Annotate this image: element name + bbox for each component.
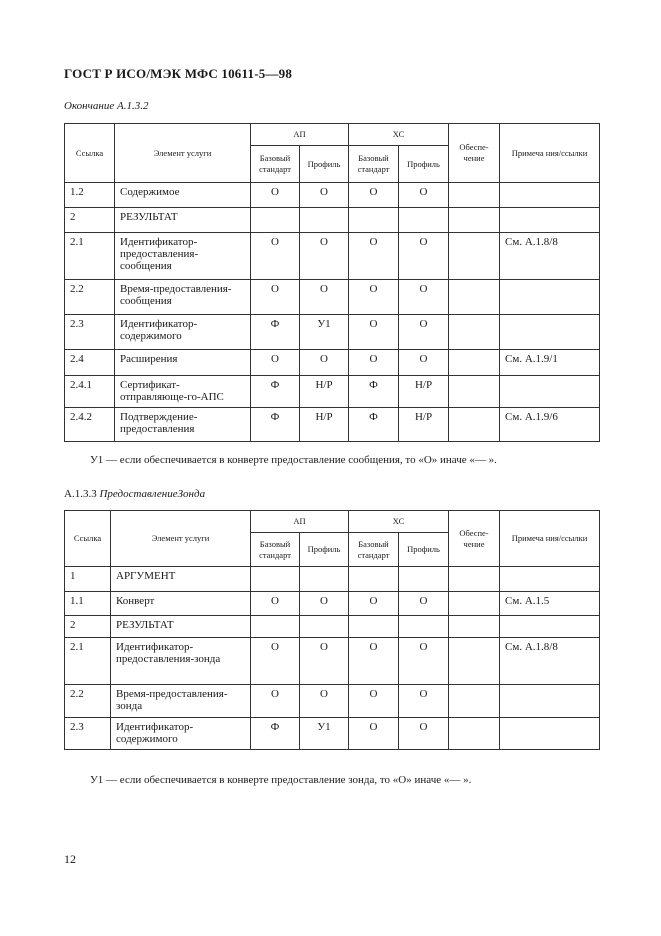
- caption-prefix: Окончание: [64, 100, 115, 112]
- xc-base-cell: [349, 208, 399, 233]
- element-cell: Идентификатор-содержимого: [115, 315, 251, 350]
- col-element-header: Элемент услуги: [111, 511, 251, 567]
- xc-profile-cell: [399, 567, 449, 592]
- table-row: [65, 616, 600, 638]
- notes-cell: [500, 183, 600, 208]
- notes-cell: [500, 718, 600, 750]
- caption-title: ПредоставлениеЗонда: [99, 488, 206, 500]
- caption-num: А.1.3.3: [64, 488, 97, 500]
- support-cell: [449, 233, 500, 280]
- ap-profile-cell: Н/Р: [300, 408, 349, 442]
- col-ap-base-header: Базовый стандарт: [251, 146, 300, 183]
- ap-profile-cell: [300, 208, 349, 233]
- element-cell: Расширения: [115, 350, 251, 376]
- col-ref-header: Ссылка: [65, 511, 111, 567]
- support-cell: [449, 183, 500, 208]
- element-cell: Идентификатор-содержимого: [111, 718, 251, 750]
- ap-base-cell: О: [251, 233, 300, 280]
- ref-cell: 2: [65, 208, 115, 233]
- ref-cell: 2.3: [65, 315, 115, 350]
- ap-base-cell: О: [251, 592, 300, 616]
- document-title: ГОСТ Р ИСО/МЭК МФС 10611-5—98: [64, 66, 293, 81]
- col-xc-profile-header: Профиль: [399, 146, 449, 183]
- notes-cell: См. А.1.9/1: [500, 350, 600, 376]
- support-cell: [449, 350, 500, 376]
- ap-base-cell: Ф: [251, 718, 300, 750]
- element-cell: Идентификатор-предоставления-сообщения: [115, 233, 251, 280]
- ap-profile-cell: О: [300, 638, 349, 685]
- col-xc-header: ХС: [349, 511, 449, 533]
- xc-profile-cell: [399, 616, 449, 638]
- ref-cell: 1.1: [65, 592, 111, 616]
- table2-caption: [64, 488, 205, 500]
- xc-base-cell: О: [349, 350, 399, 376]
- element-cell: Время-предоставления-зонда: [111, 685, 251, 718]
- ap-profile-cell: О: [300, 350, 349, 376]
- col-xc-header: ХС: [349, 124, 449, 146]
- element-cell: Подтверждение-предоставления: [115, 408, 251, 442]
- table-row: [65, 233, 600, 280]
- table-row: [65, 376, 600, 408]
- xc-profile-cell: О: [399, 183, 449, 208]
- ap-profile-cell: [300, 616, 349, 638]
- col-ap-header: АП: [251, 511, 349, 533]
- ap-base-cell: О: [251, 685, 300, 718]
- element-cell: РЕЗУЛЬТАТ: [111, 616, 251, 638]
- xc-base-cell: О: [349, 183, 399, 208]
- ref-cell: 2.4: [65, 350, 115, 376]
- col-xc-base-header: Базовый стандарт: [349, 146, 399, 183]
- xc-base-cell: [349, 567, 399, 592]
- table-a-1-3-2: [64, 123, 600, 442]
- table-row: [65, 685, 600, 718]
- ap-base-cell: О: [251, 280, 300, 315]
- xc-base-cell: [349, 616, 399, 638]
- ref-cell: 2: [65, 616, 111, 638]
- support-cell: [449, 638, 500, 685]
- support-cell: [449, 376, 500, 408]
- table2-note: У1 — если обеспечивается в конверте предоставление зонда, то «О» иначе «— ».: [90, 774, 472, 786]
- support-cell: [449, 567, 500, 592]
- table-row: [65, 280, 600, 315]
- ap-profile-cell: [300, 567, 349, 592]
- col-element-header: Элемент услуги: [115, 124, 251, 183]
- col-notes-header: Примеча ния/ссылки: [500, 124, 600, 183]
- notes-cell: [500, 208, 600, 233]
- notes-cell: [500, 315, 600, 350]
- xc-profile-cell: О: [399, 280, 449, 315]
- col-ap-profile-header: Профиль: [300, 533, 349, 567]
- xc-base-cell: Ф: [349, 408, 399, 442]
- support-cell: [449, 718, 500, 750]
- ref-cell: 1: [65, 567, 111, 592]
- table-row: [65, 718, 600, 750]
- xc-base-cell: Ф: [349, 376, 399, 408]
- table-a-1-3-3: [64, 510, 600, 750]
- ref-cell: 2.2: [65, 280, 115, 315]
- support-cell: [449, 280, 500, 315]
- notes-cell: См. А.1.5: [500, 592, 600, 616]
- ap-profile-cell: О: [300, 183, 349, 208]
- element-cell: АРГУМЕНТ: [111, 567, 251, 592]
- ap-base-cell: Ф: [251, 315, 300, 350]
- notes-cell: [500, 567, 600, 592]
- notes-cell: См. А.1.8/8: [500, 233, 600, 280]
- support-cell: [449, 685, 500, 718]
- page-number: 12: [64, 852, 76, 866]
- xc-base-cell: О: [349, 638, 399, 685]
- ap-profile-cell: О: [300, 592, 349, 616]
- table-row: [65, 592, 600, 616]
- xc-profile-cell: О: [399, 315, 449, 350]
- xc-profile-cell: О: [399, 718, 449, 750]
- xc-profile-cell: Н/Р: [399, 376, 449, 408]
- caption-ref: А.1.3.2: [116, 100, 149, 112]
- xc-profile-cell: О: [399, 233, 449, 280]
- col-xc-profile-header: Профиль: [399, 533, 449, 567]
- ap-base-cell: [251, 567, 300, 592]
- ap-base-cell: О: [251, 183, 300, 208]
- element-cell: РЕЗУЛЬТАТ: [115, 208, 251, 233]
- ap-profile-cell: Н/Р: [300, 376, 349, 408]
- xc-base-cell: О: [349, 315, 399, 350]
- xc-profile-cell: О: [399, 685, 449, 718]
- xc-base-cell: О: [349, 685, 399, 718]
- col-notes-header: Примеча ния/ссылки: [500, 511, 600, 567]
- table-row: [65, 315, 600, 350]
- support-cell: [449, 208, 500, 233]
- ap-base-cell: [251, 616, 300, 638]
- ap-base-cell: О: [251, 350, 300, 376]
- notes-cell: [500, 685, 600, 718]
- col-support-header: Обеспе-чение: [449, 124, 500, 183]
- xc-profile-cell: Н/Р: [399, 408, 449, 442]
- col-ap-base-header: Базовый стандарт: [251, 533, 300, 567]
- col-xc-base-header: Базовый стандарт: [349, 533, 399, 567]
- ap-profile-cell: У1: [300, 315, 349, 350]
- ref-cell: 1.2: [65, 183, 115, 208]
- col-ap-header: АП: [251, 124, 349, 146]
- table-row: [65, 567, 600, 592]
- table-row: [65, 350, 600, 376]
- element-cell: Время-предоставления-сообщения: [115, 280, 251, 315]
- ref-cell: 2.2: [65, 685, 111, 718]
- ap-profile-cell: О: [300, 233, 349, 280]
- col-ap-profile-header: Профиль: [300, 146, 349, 183]
- table-row: [65, 208, 600, 233]
- xc-profile-cell: О: [399, 350, 449, 376]
- ref-cell: 2.4.2: [65, 408, 115, 442]
- table-row: [65, 638, 600, 685]
- xc-base-cell: О: [349, 233, 399, 280]
- element-cell: Идентификатор-предоставления-зонда: [111, 638, 251, 685]
- support-cell: [449, 408, 500, 442]
- table-row: [65, 183, 600, 208]
- col-ref-header: Ссылка: [65, 124, 115, 183]
- element-cell: Конверт: [111, 592, 251, 616]
- support-cell: [449, 592, 500, 616]
- notes-cell: См. А.1.8/8: [500, 638, 600, 685]
- ap-profile-cell: О: [300, 685, 349, 718]
- ref-cell: 2.4.1: [65, 376, 115, 408]
- support-cell: [449, 616, 500, 638]
- element-cell: Содержимое: [115, 183, 251, 208]
- notes-cell: [500, 616, 600, 638]
- notes-cell: [500, 280, 600, 315]
- ref-cell: 2.1: [65, 638, 111, 685]
- xc-base-cell: О: [349, 592, 399, 616]
- col-support-header: Обеспе-чение: [449, 511, 500, 567]
- support-cell: [449, 315, 500, 350]
- ap-profile-cell: У1: [300, 718, 349, 750]
- xc-profile-cell: [399, 208, 449, 233]
- ap-base-cell: Ф: [251, 376, 300, 408]
- element-cell: Сертификат-отправляюще-го-АПС: [115, 376, 251, 408]
- ap-profile-cell: О: [300, 280, 349, 315]
- table-row: [65, 408, 600, 442]
- table1-note: У1 — если обеспечивается в конверте предоставление сообщения, то «О» иначе «— ».: [90, 454, 497, 466]
- ap-base-cell: Ф: [251, 408, 300, 442]
- table1-caption: [64, 100, 148, 112]
- notes-cell: [500, 376, 600, 408]
- xc-profile-cell: О: [399, 592, 449, 616]
- xc-profile-cell: О: [399, 638, 449, 685]
- ap-base-cell: О: [251, 638, 300, 685]
- ref-cell: 2.3: [65, 718, 111, 750]
- ref-cell: 2.1: [65, 233, 115, 280]
- notes-cell: См. А.1.9/6: [500, 408, 600, 442]
- xc-base-cell: О: [349, 280, 399, 315]
- xc-base-cell: О: [349, 718, 399, 750]
- ap-base-cell: [251, 208, 300, 233]
